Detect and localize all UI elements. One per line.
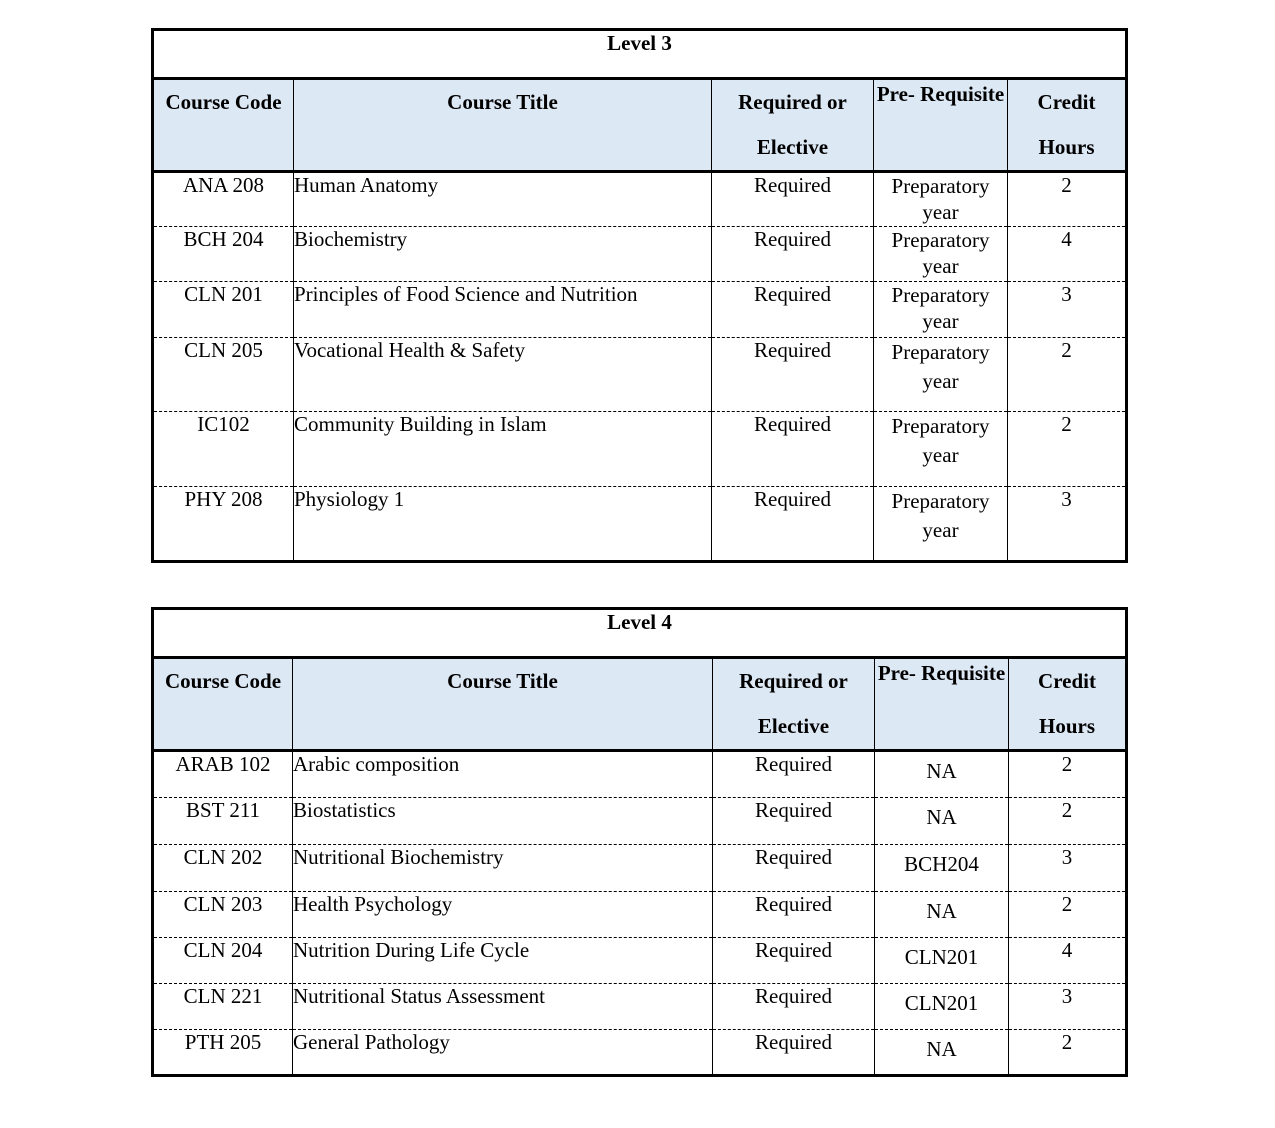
header-course-code: Course Code: [153, 658, 293, 751]
course-title: Human Anatomy: [294, 172, 712, 227]
course-title: Health Psychology: [293, 892, 713, 938]
course-title: Physiology 1: [294, 487, 712, 562]
header-credit-hours: Credit Hours: [1008, 79, 1127, 172]
level4-title: Level 4: [153, 609, 1127, 658]
course-credit-hours: 2: [1009, 892, 1127, 938]
course-credit-hours: 3: [1009, 845, 1127, 892]
table-row: [153, 227, 1127, 282]
course-code: CLN 221: [153, 984, 293, 1030]
course-title: Biostatistics: [293, 798, 713, 845]
course-title: General Pathology: [293, 1030, 713, 1076]
header-pre-requisite: Pre- Requisite: [874, 79, 1008, 172]
table-row: [153, 845, 1127, 892]
course-type: Required: [712, 227, 874, 282]
course-type: Required: [712, 282, 874, 338]
table-row: [153, 412, 1127, 487]
table-row: [153, 984, 1127, 1030]
header-required-or-elective: Required or Elective: [713, 658, 875, 751]
course-prerequisite: Preparatory year: [874, 227, 1008, 282]
course-code: IC102: [153, 412, 294, 487]
course-credit-hours: 2: [1009, 751, 1127, 798]
table-row: [153, 798, 1127, 845]
level4-table: [151, 607, 1128, 1077]
course-code: BST 211: [153, 798, 293, 845]
course-code: CLN 204: [153, 938, 293, 984]
course-prerequisite: NA: [875, 751, 1009, 798]
course-type: Required: [712, 172, 874, 227]
course-prerequisite: CLN201: [875, 984, 1009, 1030]
course-code: CLN 203: [153, 892, 293, 938]
course-prerequisite: NA: [875, 892, 1009, 938]
header-pre-requisite: Pre- Requisite: [875, 658, 1009, 751]
course-type: Required: [713, 751, 875, 798]
course-title: Nutritional Biochemistry: [293, 845, 713, 892]
course-credit-hours: 3: [1008, 487, 1127, 562]
table-row: [153, 172, 1127, 227]
course-code: CLN 202: [153, 845, 293, 892]
course-credit-hours: 2: [1008, 338, 1127, 412]
course-code: BCH 204: [153, 227, 294, 282]
course-code: ARAB 102: [153, 751, 293, 798]
course-prerequisite: NA: [875, 1030, 1009, 1076]
table-row: [153, 487, 1127, 562]
header-course-title: Course Title: [293, 658, 713, 751]
course-title: Nutritional Status Assessment: [293, 984, 713, 1030]
course-prerequisite: Preparatory year: [874, 172, 1008, 227]
course-prerequisite: NA: [875, 798, 1009, 845]
course-code: CLN 205: [153, 338, 294, 412]
table-row: [153, 938, 1127, 984]
level3-table: [151, 28, 1128, 563]
header-credit-hours: Credit Hours: [1009, 658, 1127, 751]
course-prerequisite: Preparatory year: [874, 338, 1008, 412]
course-code: ANA 208: [153, 172, 294, 227]
table-row: [153, 282, 1127, 338]
course-credit-hours: 3: [1008, 282, 1127, 338]
header-required-or-elective: Required or Elective: [712, 79, 874, 172]
course-title: Nutrition During Life Cycle: [293, 938, 713, 984]
course-type: Required: [712, 338, 874, 412]
course-title: Arabic composition: [293, 751, 713, 798]
course-type: Required: [713, 892, 875, 938]
course-type: Required: [713, 798, 875, 845]
course-type: Required: [713, 938, 875, 984]
table-row: [153, 751, 1127, 798]
course-credit-hours: 4: [1008, 227, 1127, 282]
header-course-code: Course Code: [153, 79, 294, 172]
course-type: Required: [713, 845, 875, 892]
course-prerequisite: CLN201: [875, 938, 1009, 984]
course-credit-hours: 2: [1008, 412, 1127, 487]
course-title: Principles of Food Science and Nutrition: [294, 282, 712, 338]
course-type: Required: [712, 412, 874, 487]
course-code: PTH 205: [153, 1030, 293, 1076]
course-title: Biochemistry: [294, 227, 712, 282]
course-type: Required: [713, 984, 875, 1030]
course-title: Community Building in Islam: [294, 412, 712, 487]
course-credit-hours: 3: [1009, 984, 1127, 1030]
course-prerequisite: Preparatory year: [874, 487, 1008, 562]
course-title: Vocational Health & Safety: [294, 338, 712, 412]
course-credit-hours: 2: [1008, 172, 1127, 227]
table-row: [153, 1030, 1127, 1076]
course-credit-hours: 4: [1009, 938, 1127, 984]
table-row: [153, 892, 1127, 938]
course-prerequisite: BCH204: [875, 845, 1009, 892]
course-credit-hours: 2: [1009, 798, 1127, 845]
table-row: [153, 338, 1127, 412]
course-type: Required: [712, 487, 874, 562]
course-code: PHY 208: [153, 487, 294, 562]
header-course-title: Course Title: [294, 79, 712, 172]
course-type: Required: [713, 1030, 875, 1076]
course-code: CLN 201: [153, 282, 294, 338]
course-credit-hours: 2: [1009, 1030, 1127, 1076]
course-prerequisite: Preparatory year: [874, 412, 1008, 487]
level3-title: Level 3: [153, 30, 1127, 79]
course-prerequisite: Preparatory year: [874, 282, 1008, 338]
